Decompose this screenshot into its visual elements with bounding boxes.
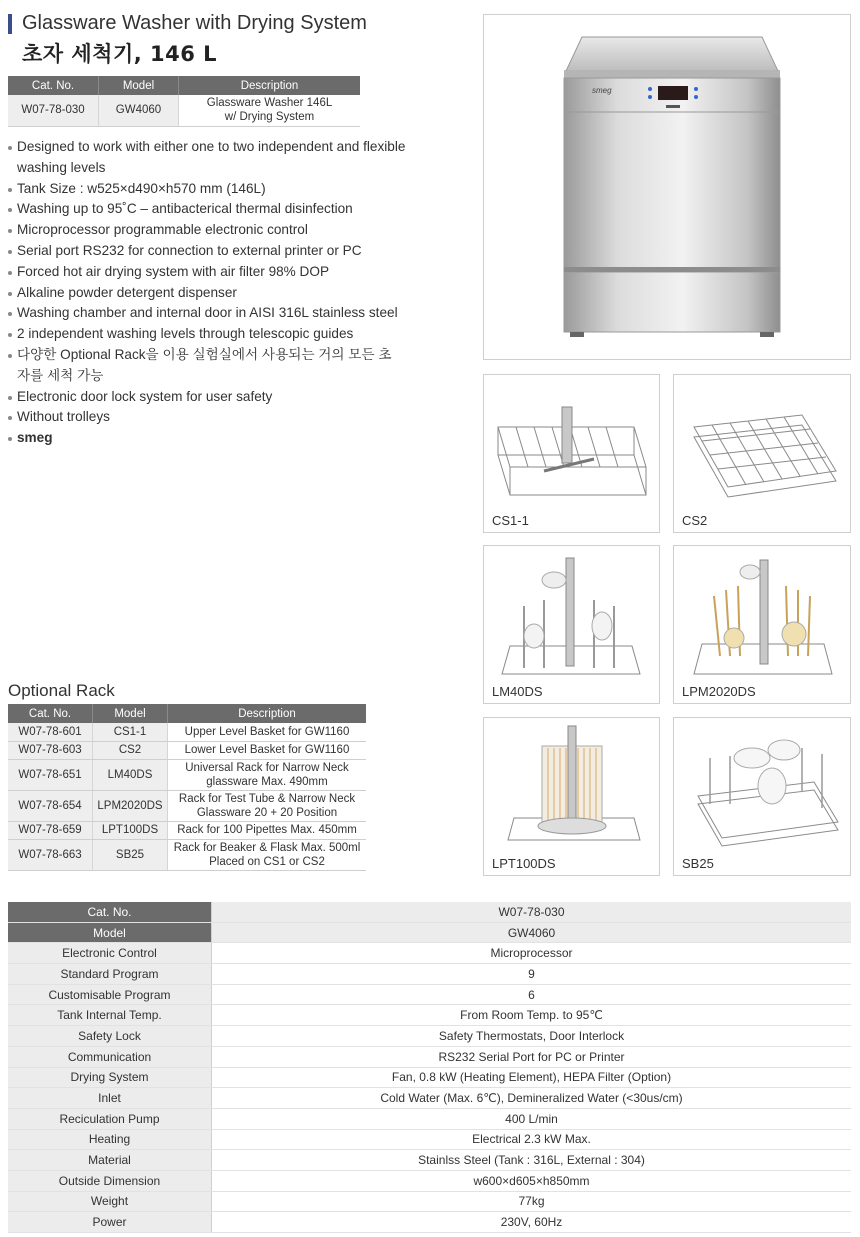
spec-label: Customisable Program — [8, 984, 212, 1005]
brand-logo: smeg — [592, 86, 612, 95]
spec-value: 9 — [212, 964, 852, 985]
spec-label: Outside Dimension — [8, 1170, 212, 1191]
spec-value: GW4060 — [212, 922, 852, 943]
model-cell: LPT100DS — [93, 821, 168, 839]
col-cat-no: Cat. No. — [8, 76, 99, 95]
feature-item: Without trolleys — [8, 407, 458, 428]
col-description: Description — [168, 704, 367, 723]
spec-label: Tank Internal Temp. — [8, 1005, 212, 1026]
rack-image-box — [673, 374, 851, 533]
spec-value: w600×d605×h850mm — [212, 1170, 852, 1191]
rack-image-box — [483, 717, 660, 876]
description-line: Glassware Washer 146L — [206, 97, 333, 110]
description-line: Universal Rack for Narrow Neck — [185, 761, 349, 774]
rack-caption: LPT100DS — [492, 856, 556, 871]
rack-caption: LM40DS — [492, 684, 543, 699]
washer-lower-panel — [564, 272, 780, 332]
rack-caption: CS1-1 — [492, 513, 529, 528]
spec-label: Electronic Control — [8, 943, 212, 964]
page-title: Glassware Washer with Drying System — [22, 12, 367, 34]
description-line: Glassware 20 + 20 Position — [196, 806, 338, 819]
cat-no-cell: W07-78-603 — [8, 741, 93, 759]
feature-list — [8, 137, 458, 449]
spec-row — [8, 1067, 851, 1088]
spec-value: RS232 Serial Port for PC or Printer — [212, 1046, 852, 1067]
spec-value: Microprocessor — [212, 943, 852, 964]
display-icon — [658, 86, 688, 100]
cat-no-cell: W07-78-654 — [8, 790, 93, 821]
model-cell: LM40DS — [93, 759, 168, 790]
feature-item: Serial port RS232 for connection to external printer or PC — [8, 241, 458, 262]
feature-item: Alkaline powder detergent dispenser — [8, 283, 458, 304]
rack-caption: CS2 — [682, 513, 708, 528]
product-image-box — [483, 14, 851, 360]
spec-value: Stainlss Steel (Tank : 316L, External : 304) — [212, 1150, 852, 1171]
title-accent-bar — [8, 14, 12, 34]
table-row — [8, 821, 366, 839]
washer-foot — [570, 332, 584, 337]
cat-no-cell: W07-78-601 — [8, 723, 93, 741]
description-cell: Upper Level Basket for GW1160 — [168, 723, 367, 741]
spec-label: Power — [8, 1212, 212, 1233]
spec-header-row — [8, 902, 851, 922]
button-icon — [648, 87, 652, 91]
table-row — [8, 723, 366, 741]
table-row — [8, 790, 366, 821]
spec-row — [8, 1170, 851, 1191]
rack-image — [484, 718, 659, 875]
feature-item: Washing chamber and internal door in AISI 316L stainless steel — [8, 303, 458, 324]
cat-no-cell: W07-78-030 — [8, 95, 99, 126]
spray-arm-icon — [562, 407, 572, 463]
product-table — [8, 76, 360, 127]
description-cell: Rack for 100 Pipettes Max. 450mm — [168, 821, 367, 839]
rack-image-box — [483, 374, 660, 533]
spec-value: 230V, 60Hz — [212, 1212, 852, 1233]
feature-item: Electronic door lock system for user safety — [8, 387, 458, 408]
spec-row — [8, 1150, 851, 1171]
spec-label: Safety Lock — [8, 1026, 212, 1047]
button-icon — [648, 95, 652, 99]
model-cell: SB25 — [93, 839, 168, 870]
spec-row — [8, 964, 851, 985]
description-cell — [179, 95, 361, 126]
spec-label: Drying System — [8, 1067, 212, 1088]
washer-top-edge — [564, 70, 780, 78]
cat-no-cell: W07-78-651 — [8, 759, 93, 790]
table-row — [8, 839, 366, 870]
cat-no-cell: W07-78-663 — [8, 839, 93, 870]
spec-row — [8, 1005, 851, 1026]
feature-item: Forced hot air drying system with air filter 98% DOP — [8, 262, 458, 283]
spec-value: 400 L/min — [212, 1108, 852, 1129]
spec-row — [8, 1046, 851, 1067]
model-cell: GW4060 — [99, 95, 179, 126]
col-cat-no: Cat. No. — [8, 704, 93, 723]
spec-label: Inlet — [8, 1088, 212, 1109]
spec-value: Electrical 2.3 kW Max. — [212, 1129, 852, 1150]
description-line: w/ Drying System — [224, 111, 315, 124]
spec-value: Cold Water (Max. 6℃), Demineralized Water (<30us/cm) — [212, 1088, 852, 1109]
feature-item-brand: smeg — [8, 428, 458, 449]
feature-item: 2 independent washing levels through telescopic guides — [8, 324, 458, 345]
basket-image — [484, 375, 659, 532]
rack-caption: SB25 — [682, 856, 714, 871]
description-line: glassware Max. 490mm — [206, 775, 328, 788]
rack-image-box — [673, 545, 851, 704]
description-cell — [168, 759, 367, 790]
washer-foot — [760, 332, 774, 337]
spec-row — [8, 1108, 851, 1129]
model-cell: CS1-1 — [93, 723, 168, 741]
feature-item: Microprocessor programmable electronic control — [8, 220, 458, 241]
table-row — [8, 741, 366, 759]
spec-value: 6 — [212, 984, 852, 1005]
button-icon — [694, 87, 698, 91]
spec-value: 77kg — [212, 1191, 852, 1212]
col-model: Model — [93, 704, 168, 723]
table-header-row — [8, 76, 360, 95]
rack-caption: LPM2020DS — [682, 684, 756, 699]
spec-label: Communication — [8, 1046, 212, 1067]
spec-row — [8, 1191, 851, 1212]
cat-no-cell: W07-78-659 — [8, 821, 93, 839]
spec-row — [8, 1026, 851, 1047]
basket-image — [674, 375, 850, 532]
spec-label: Heating — [8, 1129, 212, 1150]
feature-item: Washing up to 95˚C – antibacterical thermal disinfection — [8, 199, 458, 220]
spec-table — [8, 902, 851, 1233]
spec-value: From Room Temp. to 95℃ — [212, 1005, 852, 1026]
spec-value: Safety Thermostats, Door Interlock — [212, 1026, 852, 1047]
spec-value: W07-78-030 — [212, 902, 852, 922]
spec-label: Weight — [8, 1191, 212, 1212]
description-cell — [168, 790, 367, 821]
model-cell: CS2 — [93, 741, 168, 759]
table-header-row — [8, 704, 366, 723]
spec-row — [8, 1088, 851, 1109]
spec-row — [8, 943, 851, 964]
spec-label: Cat. No. — [8, 902, 212, 922]
button-icon — [694, 95, 698, 99]
washer-image — [484, 15, 850, 359]
table-row — [8, 95, 360, 126]
col-description: Description — [179, 76, 361, 95]
washer-top — [566, 37, 778, 71]
feature-item: Designed to work with either one to two independent and flexible washing levels — [8, 137, 458, 179]
description-line: Placed on CS1 or CS2 — [209, 855, 325, 868]
rack-image — [674, 718, 850, 875]
washer-door — [564, 112, 780, 272]
spec-row — [8, 1212, 851, 1233]
description-line: Rack for Beaker & Flask Max. 500ml — [173, 841, 361, 854]
feature-item: Tank Size : w525×d490×h570 mm (146L) — [8, 179, 458, 200]
rack-image — [484, 546, 659, 703]
optional-rack-heading: Optional Rack — [8, 681, 115, 700]
rack-image — [674, 546, 850, 703]
optional-rack-table — [8, 704, 366, 871]
rack-image-box — [673, 717, 851, 876]
spec-label: Model — [8, 922, 212, 943]
door-handle — [666, 105, 680, 108]
spec-label: Standard Program — [8, 964, 212, 985]
page-title-korean: 초자 세척기, 146 L — [22, 42, 218, 66]
spec-value: Fan, 0.8 kW (Heating Element), HEPA Filter (Option) — [212, 1067, 852, 1088]
washer-separator — [564, 267, 780, 272]
col-model: Model — [99, 76, 179, 95]
spec-row — [8, 1129, 851, 1150]
spec-row — [8, 922, 851, 943]
spec-row — [8, 984, 851, 1005]
spec-label: Material — [8, 1150, 212, 1171]
feature-item: 다양한 Optional Rack을 이용 실험실에서 사용되는 거의 모든 초자를 세척 가능 — [8, 345, 397, 387]
description-line: Rack for Test Tube & Narrow Neck — [178, 792, 356, 805]
table-row — [8, 759, 366, 790]
rack-image-box — [483, 545, 660, 704]
description-cell — [168, 839, 367, 870]
spec-label: Reciculation Pump — [8, 1108, 212, 1129]
model-cell: LPM2020DS — [93, 790, 168, 821]
description-cell: Lower Level Basket for GW1160 — [168, 741, 367, 759]
